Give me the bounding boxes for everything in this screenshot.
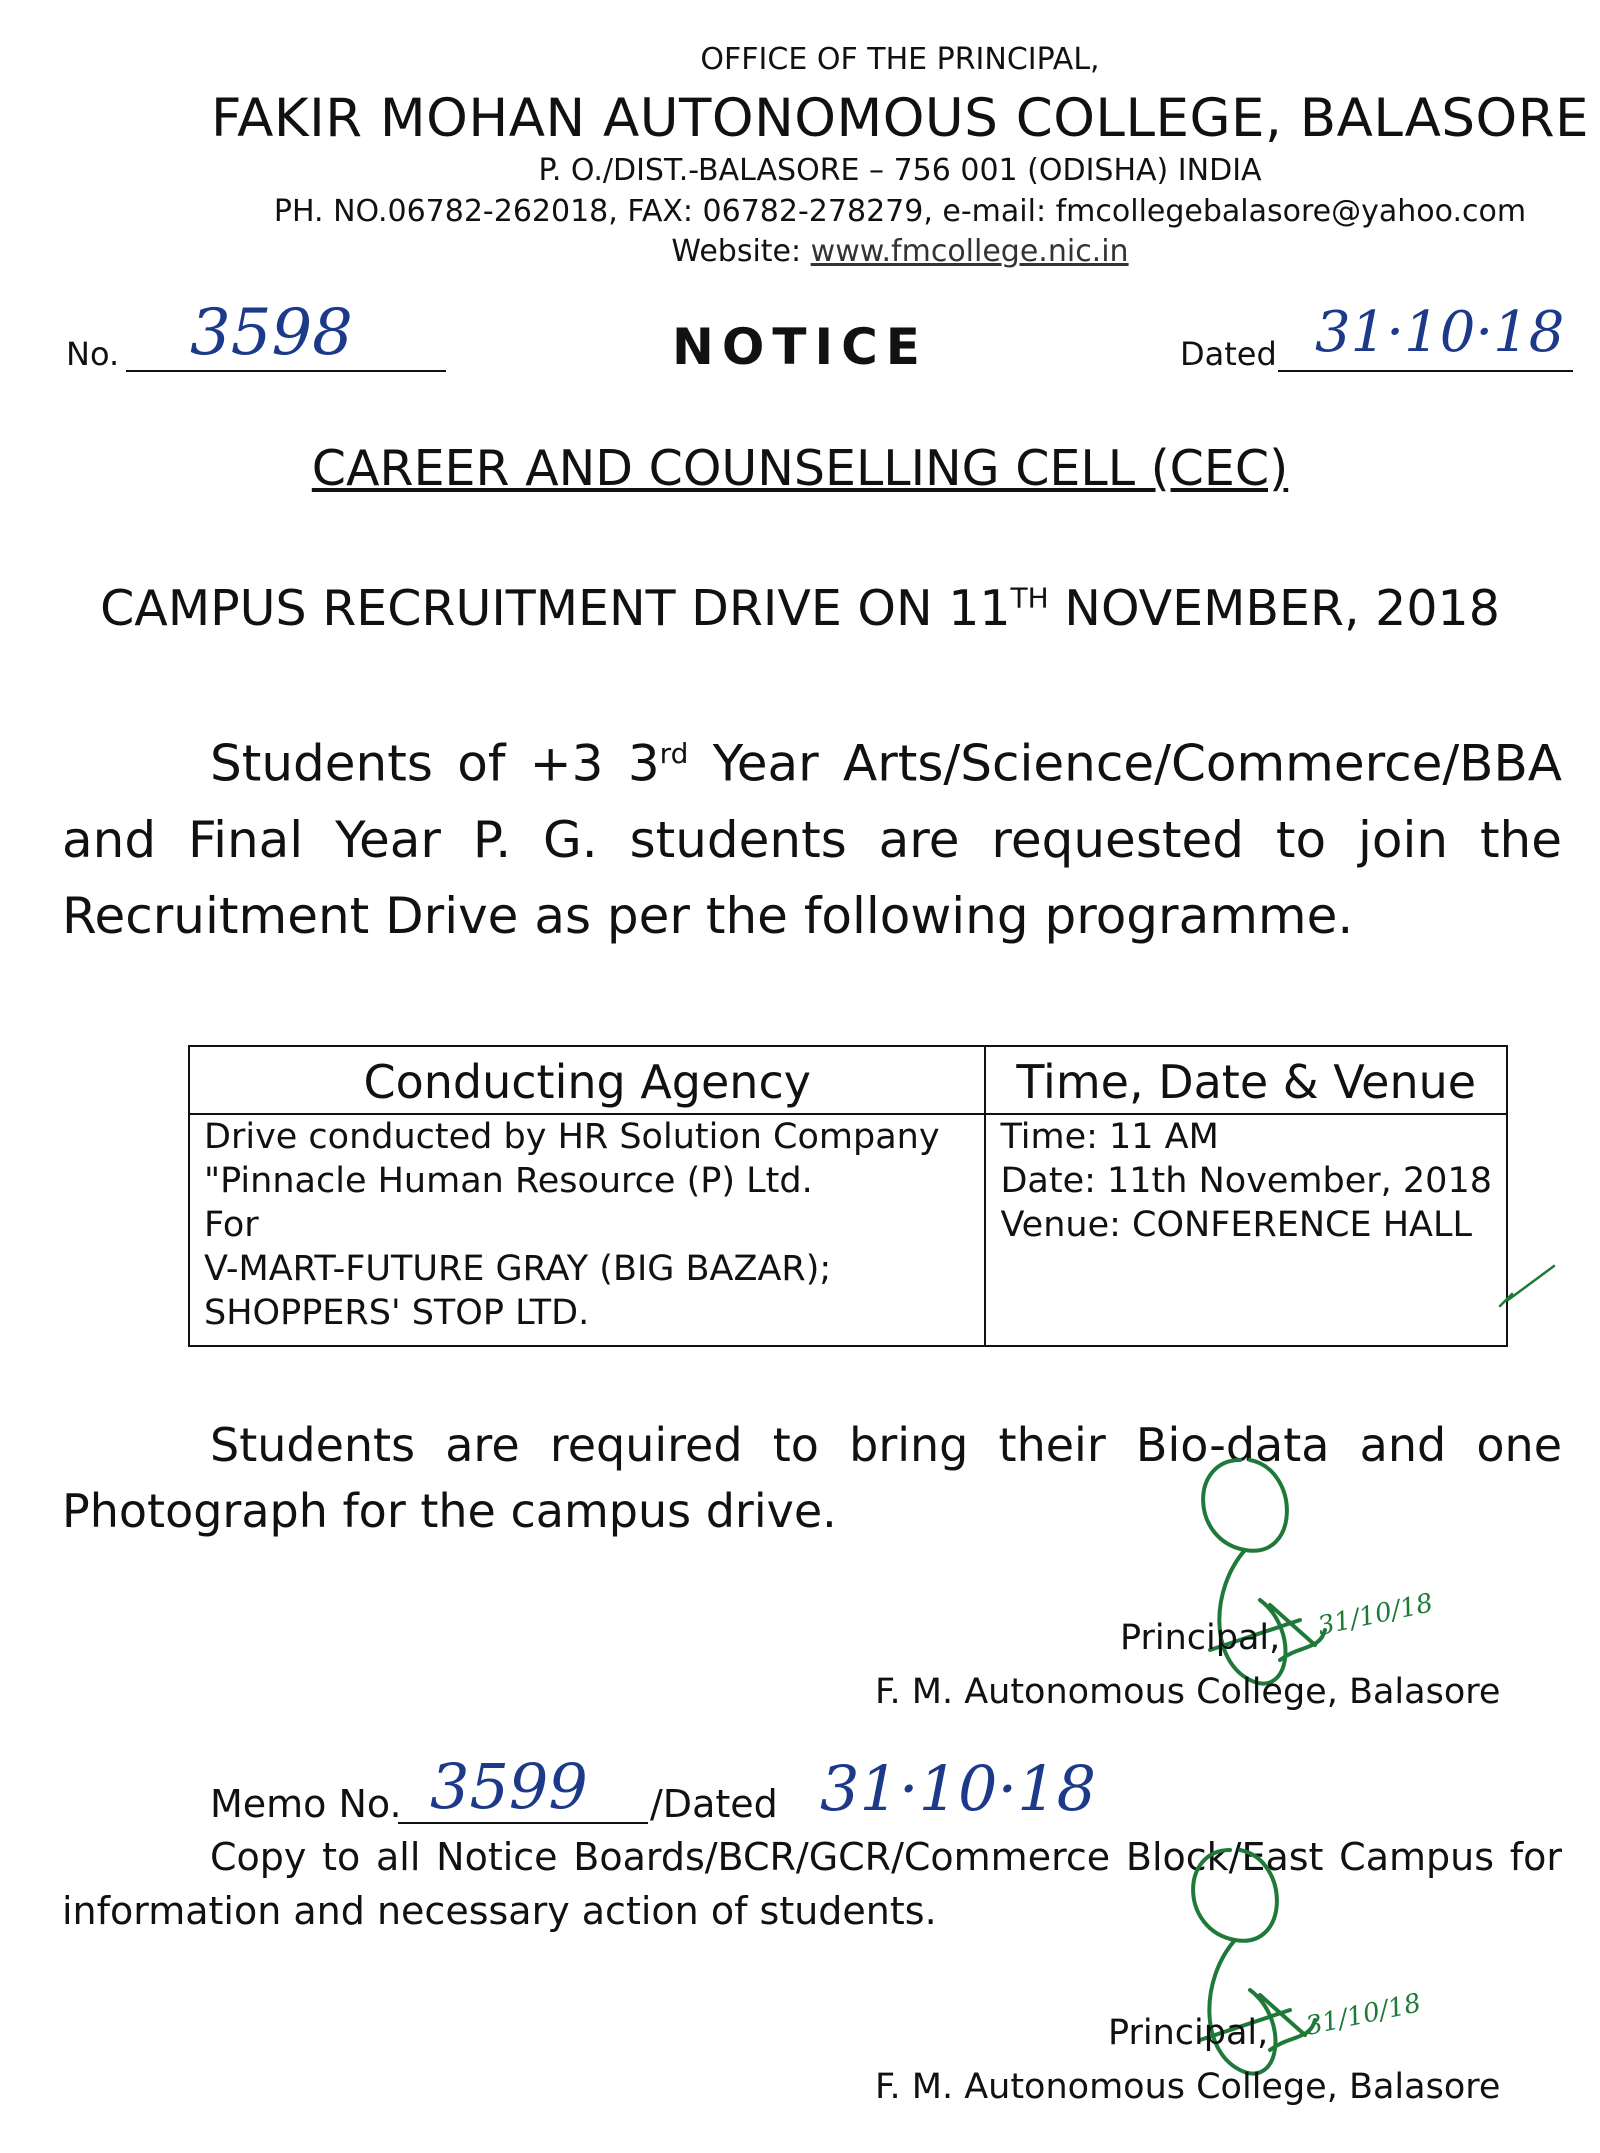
office-of-principal: OFFICE OF THE PRINCIPAL, <box>700 42 1100 77</box>
memo-copy-text: Copy to all Notice Boards/BCR/GCR/Commerce Block/East Campus for information and necessary action of students. <box>62 1835 1562 1933</box>
signature-initials-2: 31/10/18 <box>1303 1988 1424 2042</box>
signatory-organisation-1: F. M. Autonomous College, Balasore <box>875 1672 1501 1712</box>
signatory-organisation-2: F. M. Autonomous College, Balasore <box>875 2067 1501 2107</box>
cell-title: CAREER AND COUNSELLING CELL (CEC) <box>311 440 1289 497</box>
drive-title-before: CAMPUS RECRUITMENT DRIVE ON 11 <box>100 580 1011 637</box>
notice-date-value: 31·10·18 <box>1315 300 1565 365</box>
programme-table <box>188 1045 1508 1347</box>
memo-date-value: 31·10·18 <box>820 1752 1097 1825</box>
drive-title <box>0 580 1600 637</box>
requirement-paragraph: Students are required to bring their Bio-data and one Photograph for the campus drive. <box>62 1418 1562 1538</box>
schedule-time: Time: 11 AM <box>1000 1117 1219 1157</box>
agency-line: For <box>204 1205 259 1245</box>
memo-number-value: 3599 <box>430 1750 588 1823</box>
header-conducting-agency: Conducting Agency <box>189 1046 985 1114</box>
signatory-title-2: Principal, <box>1108 2013 1269 2053</box>
intro-paragraph <box>62 716 1562 954</box>
college-address: P. O./DIST.-BALASORE – 756 001 (ODISHA) INDIA <box>538 153 1262 188</box>
notice-date-label: Dated <box>1180 335 1277 373</box>
intro-part1: Students of +3 3 <box>210 734 660 793</box>
schedule-cell <box>985 1114 1507 1346</box>
notice-date-line <box>1278 370 1573 372</box>
header-time-date-venue: Time, Date & Venue <box>985 1046 1507 1114</box>
memo-date-label: /Dated <box>650 1782 778 1826</box>
check-mark-icon <box>1498 1262 1558 1312</box>
signatory-title-1: Principal, <box>1120 1618 1281 1658</box>
college-name: FAKIR MOHAN AUTONOMOUS COLLEGE, BALASORE <box>210 88 1590 149</box>
drive-title-sup: TH <box>1010 581 1049 615</box>
drive-title-after: NOVEMBER, 2018 <box>1048 580 1500 637</box>
agency-line: Drive conducted by HR Solution Company <box>204 1117 940 1157</box>
college-website <box>200 234 1600 269</box>
table-row <box>189 1114 1507 1346</box>
signature-initials-1: 31/10/18 <box>1315 1588 1436 1642</box>
programme-header-row <box>189 1046 1507 1114</box>
notice-title: NOTICE <box>672 318 928 376</box>
website-label: Website: <box>671 234 811 269</box>
memo-number-label: Memo No. <box>210 1782 402 1826</box>
agency-line: V-MART-FUTURE GRAY (BIG BAZAR); <box>204 1249 832 1289</box>
website-link[interactable]: www.fmcollege.nic.in <box>810 234 1129 269</box>
intro-part2: Year Arts/Science/Commerce/BBA and Final Year P. G. students are requested to join the Recruitment Drive as per the following programme. <box>62 734 1562 945</box>
college-contact: PH. NO.06782-262018, FAX: 06782-278279, e-mail: fmcollegebalasore@yahoo.com <box>273 194 1527 229</box>
agency-line: "Pinnacle Human Resource (P) Ltd. <box>204 1161 813 1201</box>
schedule-date: Date: 11th November, 2018 <box>1000 1161 1492 1201</box>
schedule-venue: Venue: CONFERENCE HALL <box>1000 1205 1472 1245</box>
intro-sup: rd <box>659 737 689 770</box>
notice-number-value: 3598 <box>190 296 353 370</box>
agency-line: SHOPPERS' STOP LTD. <box>204 1293 590 1333</box>
notice-number-label: No. <box>66 335 120 373</box>
agency-cell <box>189 1114 985 1346</box>
